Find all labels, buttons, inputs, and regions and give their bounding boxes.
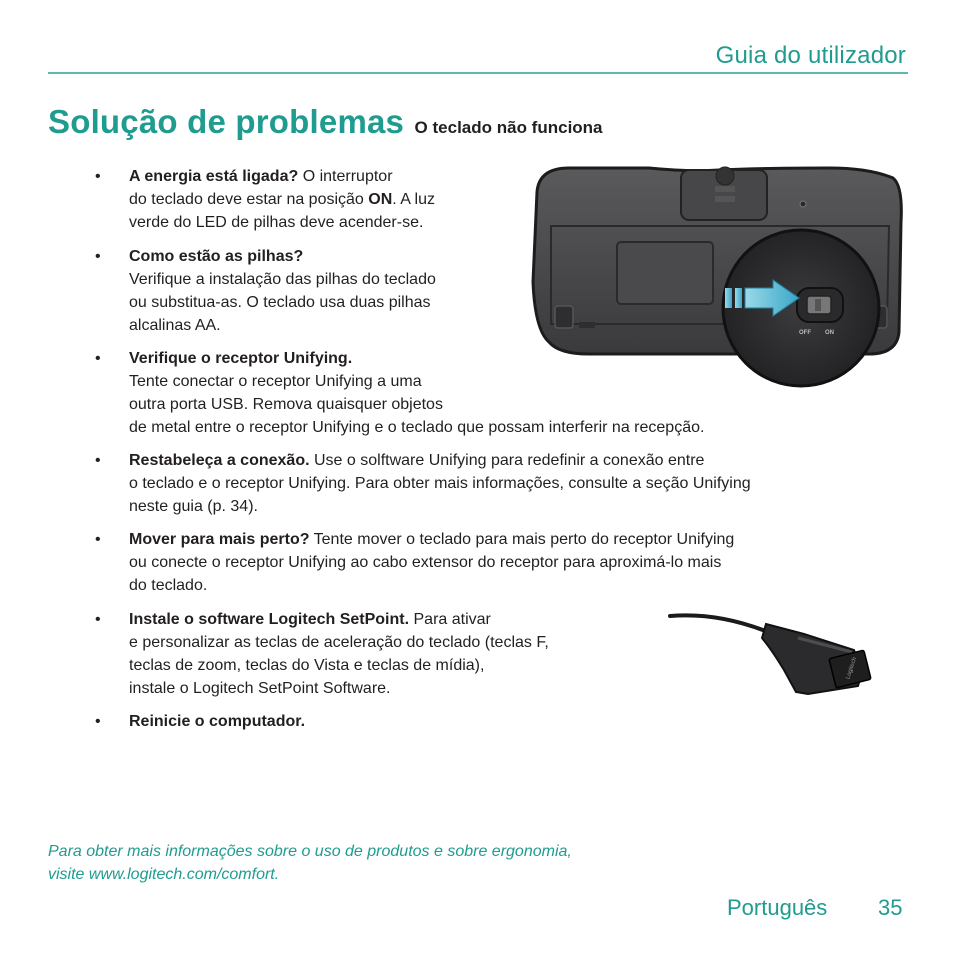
bullet-dot: • (95, 531, 101, 548)
bullet-text: teclas de zoom, teclas do Vista e teclas de mídia), (129, 657, 485, 674)
bullet-text: alcalinas AA. (129, 317, 221, 334)
bullet-heading: Restabeleça a conexão. (129, 452, 310, 469)
bullet-text: ou conecte o receptor Unifying ao cabo extensor do receptor para aproximá-lo mais (129, 554, 722, 571)
page-title-block (48, 103, 603, 141)
bullet-heading: A energia está ligada? (129, 168, 299, 185)
bullet-text: do teclado. (129, 577, 208, 594)
bullet-text: . A luz (392, 191, 435, 208)
bullet-heading: Reinicie o computador. (129, 713, 306, 730)
page-number: 35 (878, 895, 903, 920)
bullet-dot: • (95, 611, 101, 628)
on-position-text: ON (368, 191, 393, 208)
bullet-text: e personalizar as teclas de aceleração do teclado (teclas F, (129, 634, 549, 651)
bullet-heading: Como estão as pilhas? (129, 248, 304, 265)
page-subtitle: O teclado não funciona (414, 118, 603, 137)
bullet-dot: • (95, 168, 101, 185)
bullet-text: o teclado e o receptor Unifying. Para obter mais informações, consulte a seção Unifying (129, 475, 751, 492)
footer-language: Português (727, 895, 828, 920)
footer-note-link[interactable]: visite www.logitech.com/comfort. (48, 866, 280, 883)
bullet-heading: Instale o software Logitech SetPoint. (129, 611, 410, 628)
bullet-dot: • (95, 350, 101, 367)
bullet-text: de metal entre o receptor Unifying e o teclado que possam interferir na recepção. (129, 419, 705, 436)
header-divider (48, 72, 908, 74)
bullet-dot: • (95, 452, 101, 469)
bullet-text: Verifique a instalação das pilhas do teclado (129, 271, 436, 288)
bullet-text: verde do LED de pilhas deve acender-se. (129, 214, 424, 231)
bullet-text: Tente conectar o receptor Unifying a uma (129, 373, 422, 390)
bullet-text: outra porta USB. Remova quaisquer objetos (129, 396, 443, 413)
bullet-text: Tente mover o teclado para mais perto do receptor Unifying (313, 531, 735, 548)
bullet-heading: Verifique o receptor Unifying. (129, 350, 353, 367)
bullet-text: do teclado deve estar na posição (129, 191, 369, 208)
bullet-text: Use o solftware Unifying para redefinir a conexão entre (314, 452, 705, 469)
bullet-heading: Mover para mais perto? (129, 531, 310, 548)
bullet-text: ou substitua-as. O teclado usa duas pilhas (129, 294, 431, 311)
bullet-text: Para ativar (413, 611, 491, 628)
bullet-dot: • (95, 713, 101, 730)
keyboard-underside-illustration (529, 162, 909, 390)
page-title: Solução de problemas (48, 103, 405, 140)
bullet-dot: • (95, 248, 101, 265)
bullet-text: neste guia (p. 34). (129, 498, 258, 515)
switch-on-label: ON (825, 330, 834, 336)
bullet-text: O interruptor (302, 168, 393, 185)
footer-note-line: Para obter mais informações sobre o uso de produtos e sobre ergonomia, (48, 843, 572, 860)
switch-off-label: OFF (799, 330, 811, 336)
header-title: Guia do utilizador (715, 42, 906, 69)
logitech-logo-text: Logitech (845, 656, 859, 681)
footer-note (48, 840, 572, 886)
bullet-text: instale o Logitech SetPoint Software. (129, 680, 391, 697)
receiver-extender-cable-illustration (668, 610, 878, 700)
